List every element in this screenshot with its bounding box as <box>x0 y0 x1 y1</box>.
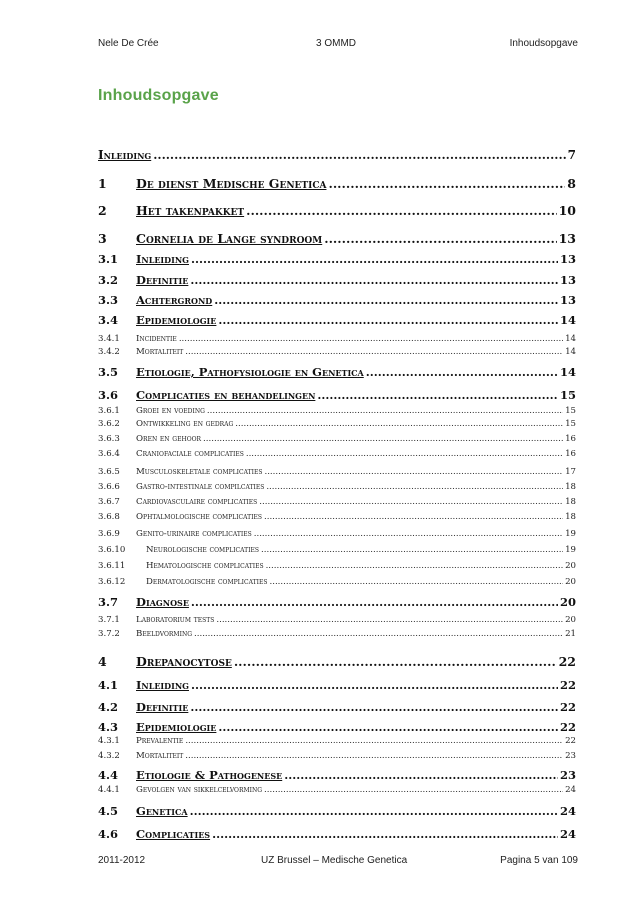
toc-entry-number: 3.6.12 <box>98 577 126 587</box>
toc-leader-dots <box>264 785 563 795</box>
toc-entry-page: 14 <box>565 347 576 357</box>
toc-entry-page: 24 <box>559 804 576 818</box>
toc-leader-dots <box>190 804 558 818</box>
toc-entry-number: 4.6 <box>98 827 119 841</box>
toc-entry-number: 4.5 <box>98 804 119 818</box>
toc-entry[interactable] <box>98 449 576 459</box>
toc-leader-dots <box>254 529 563 539</box>
toc-entry[interactable] <box>98 293 576 307</box>
toc-entry-title: Dermatologische complicaties <box>146 577 268 587</box>
toc-leader-dots <box>264 467 563 477</box>
toc-entry-page: 22 <box>565 736 576 746</box>
toc-leader-dots <box>216 615 563 625</box>
toc-entry-number: 4.4.1 <box>98 785 120 795</box>
toc-leader-dots <box>264 512 563 522</box>
toc-entry-page: 22 <box>559 700 576 714</box>
toc-entry-title: Beeldvorming <box>136 629 192 639</box>
toc-entry[interactable] <box>98 334 576 344</box>
toc-entry[interactable] <box>98 497 576 507</box>
toc-entry-page: 20 <box>565 561 576 571</box>
toc-entry[interactable] <box>98 203 576 218</box>
toc-leader-dots <box>246 449 563 459</box>
toc-entry-page: 16 <box>565 449 576 459</box>
toc-entry-title: Inleiding <box>136 252 189 266</box>
toc-entry-page: 20 <box>565 577 576 587</box>
toc-entry-number: 3.6 <box>98 388 119 402</box>
toc-entry-number: 1 <box>98 176 107 191</box>
toc-leader-dots <box>185 736 563 746</box>
toc-leader-dots <box>203 434 563 444</box>
footer-institution: UZ Brussel – Medische Genetica <box>261 855 408 866</box>
toc-entry-page: 19 <box>565 545 576 555</box>
toc-entry-number: 4.4 <box>98 768 119 782</box>
toc-entry[interactable] <box>98 231 576 246</box>
toc-entry-title: Oren en gehoor <box>136 434 202 444</box>
toc-entry-number: 4.3.2 <box>98 751 120 761</box>
toc-entry[interactable] <box>98 273 576 287</box>
toc-entry-number: 3.6.7 <box>98 497 120 507</box>
toc-entry-page: 24 <box>565 785 576 795</box>
toc-leader-dots <box>191 678 558 692</box>
toc-entry-page: 8 <box>567 176 576 191</box>
toc-entry[interactable] <box>98 419 576 429</box>
toc-entry-title: Mortaliteit <box>136 751 184 761</box>
toc-entry-title: Inleiding <box>136 678 189 692</box>
toc-entry-number: 3.6.2 <box>98 419 120 429</box>
toc-entry-page: 22 <box>559 678 576 692</box>
toc-entry-title: Definitie <box>136 273 189 287</box>
toc-entry[interactable] <box>98 768 576 782</box>
toc-entry[interactable] <box>98 595 576 609</box>
toc-leader-dots <box>218 720 558 734</box>
toc-entry-number: 3.6.11 <box>98 561 126 571</box>
toc-entry-page: 15 <box>559 388 576 402</box>
toc-leader-dots <box>259 497 563 507</box>
toc-entry-number: 3.2 <box>98 273 119 287</box>
footer-year: 2011-2012 <box>98 855 146 866</box>
toc-entry-title: Gevolgen van sikkelcelvorming <box>136 785 263 795</box>
toc-entry-number: 3.6.10 <box>98 545 126 555</box>
toc-entry-title: Cornelia de Lange syndroom <box>136 231 323 246</box>
toc-leader-dots <box>328 176 565 191</box>
toc-entry-title: Genetica <box>136 804 188 818</box>
toc-entry[interactable] <box>98 561 576 571</box>
toc-entry-page: 21 <box>565 629 576 639</box>
toc-entry-title: De dienst Medische Genetica <box>136 176 327 191</box>
toc-entry-title: Laboratorium tests <box>136 615 215 625</box>
toc-entry-number: 3.4 <box>98 313 119 327</box>
toc-entry-page: 23 <box>559 768 576 782</box>
header-author: Nele De Crée <box>98 38 159 49</box>
toc-entry-number: 3.6.6 <box>98 482 120 492</box>
toc-entry-page: 24 <box>559 827 576 841</box>
toc-leader-dots <box>218 313 558 327</box>
toc-entry[interactable] <box>98 176 576 191</box>
toc-entry-title: Complicaties <box>136 827 211 841</box>
toc-entry-number: 2 <box>98 203 107 218</box>
toc-leader-dots <box>191 252 558 266</box>
toc-entry-number: 3.5 <box>98 365 119 379</box>
toc-entry-page: 17 <box>565 467 576 477</box>
toc-leader-dots <box>190 273 558 287</box>
toc-entry-title: Prevalentie <box>136 736 184 746</box>
toc-entry-title: Gastro-intestinale compilcaties <box>136 482 265 492</box>
toc-entry-page: 13 <box>559 293 576 307</box>
toc-entry-number: 3.6.8 <box>98 512 120 522</box>
toc-entry-page: 15 <box>565 406 576 416</box>
toc-entry[interactable] <box>98 529 576 539</box>
toc-entry-page: 18 <box>565 512 576 522</box>
toc-entry-number: 3.6.4 <box>98 449 120 459</box>
toc-entry-page: 14 <box>559 313 576 327</box>
toc-leader-dots <box>266 561 564 571</box>
toc-entry[interactable] <box>98 629 576 639</box>
toc-entry[interactable] <box>98 678 576 692</box>
toc-entry-title: Diagnose <box>136 595 189 609</box>
toc-entry-title: Hematologische complicaties <box>146 561 264 571</box>
toc-entry-number: 4.3 <box>98 720 119 734</box>
toc-leader-dots <box>179 334 563 344</box>
toc-leader-dots <box>212 827 558 841</box>
toc-entry-number: 3.4.2 <box>98 347 120 357</box>
toc-entry-title: Definitie <box>136 700 189 714</box>
toc-leader-dots <box>246 203 556 218</box>
toc-entry-title: Mortaliteit <box>136 347 184 357</box>
toc-leader-dots <box>207 406 563 416</box>
toc-entry-page: 23 <box>565 751 576 761</box>
toc-entry-number: 4.1 <box>98 678 119 692</box>
toc-entry-title: Epidemiologie <box>136 313 217 327</box>
toc-entry-number: 3 <box>98 231 107 246</box>
toc-entry-title: Craniofaciale complicaties <box>136 449 244 459</box>
toc-leader-dots <box>261 545 563 555</box>
toc-entry-page: 14 <box>559 365 576 379</box>
toc-entry[interactable] <box>98 751 576 761</box>
footer-page-number: Pagina 5 van 109 <box>500 855 578 866</box>
toc-leader-dots <box>191 595 558 609</box>
toc-entry-title: Ophtalmologische complicaties <box>136 512 262 522</box>
toc-entry-number: 3.7 <box>98 595 119 609</box>
toc-entry-number: 3.4.1 <box>98 334 120 344</box>
toc-entry-page: 15 <box>565 419 576 429</box>
toc-entry-number: 3.6.9 <box>98 529 120 539</box>
toc-entry-number: 3.3 <box>98 293 119 307</box>
toc-entry-title: Complicaties en behandelingen <box>136 388 316 402</box>
toc-entry-number: 4 <box>98 654 107 669</box>
toc-entry[interactable] <box>98 148 576 162</box>
toc-entry[interactable] <box>98 615 576 625</box>
toc-entry-page: 13 <box>558 231 576 246</box>
toc-entry-number: 3.7.1 <box>98 615 120 625</box>
toc-entry-page: 14 <box>565 334 576 344</box>
toc-leader-dots <box>317 388 558 402</box>
toc-entry[interactable] <box>98 434 576 444</box>
page-title: Inhoudsopgave <box>98 87 219 104</box>
toc-entry-page: 7 <box>567 148 576 162</box>
toc-entry[interactable] <box>98 736 576 746</box>
toc-entry-title: Incidentie <box>136 334 177 344</box>
toc-entry-page: 20 <box>559 595 576 609</box>
toc-entry-number: 3.1 <box>98 252 119 266</box>
toc-leader-dots <box>214 293 558 307</box>
toc-entry[interactable] <box>98 827 576 841</box>
toc-entry[interactable] <box>98 785 576 795</box>
toc-leader-dots <box>266 482 563 492</box>
toc-entry-title: Ontwikkeling en gedrag <box>136 419 234 429</box>
toc-entry[interactable] <box>98 720 576 734</box>
toc-entry-number: 3.6.3 <box>98 434 120 444</box>
toc-leader-dots <box>235 419 563 429</box>
toc-entry-title: Cardiovasculaire complicaties <box>136 497 258 507</box>
toc-entry-page: 13 <box>559 273 576 287</box>
toc-leader-dots <box>185 347 563 357</box>
header-section: Inhoudsopgave <box>509 38 578 49</box>
page-footer <box>98 855 578 869</box>
toc-entry[interactable] <box>98 577 576 587</box>
toc-entry[interactable] <box>98 388 576 402</box>
toc-entry-page: 22 <box>559 720 576 734</box>
toc-leader-dots <box>234 654 557 669</box>
toc-entry-title: Groei en voeding <box>136 406 205 416</box>
toc-entry-page: 18 <box>565 497 576 507</box>
toc-entry[interactable] <box>98 700 576 714</box>
toc-entry-title: Etiologie, Pathofysiologie en Genetica <box>136 365 364 379</box>
toc-entry[interactable] <box>98 313 576 327</box>
toc-leader-dots <box>284 768 558 782</box>
page-header <box>98 38 578 52</box>
toc-entry[interactable] <box>98 545 576 555</box>
toc-entry-title: Drepanocytose <box>136 654 232 669</box>
toc-entry-number: 4.2 <box>98 700 119 714</box>
toc-entry-number: 3.6.5 <box>98 467 120 477</box>
toc-leader-dots <box>324 231 556 246</box>
toc-entry-title: Genito-urinaire complicaties <box>136 529 252 539</box>
toc-entry-page: 18 <box>565 482 576 492</box>
toc-entry[interactable] <box>98 347 576 357</box>
toc-entry-title: Inleiding <box>98 148 152 162</box>
toc-entry[interactable] <box>98 406 576 416</box>
toc-entry-title: Neurologische complicaties <box>146 545 260 555</box>
toc-entry[interactable] <box>98 467 576 477</box>
toc-leader-dots <box>153 148 565 162</box>
toc-entry-page: 13 <box>559 252 576 266</box>
toc-entry-number: 3.7.2 <box>98 629 120 639</box>
header-course: 3 OMMD <box>316 38 356 49</box>
toc-entry-page: 20 <box>565 615 576 625</box>
toc-entry-title: Etiologie & Pathogenese <box>136 768 283 782</box>
toc-entry-number: 3.6.1 <box>98 406 120 416</box>
toc-leader-dots <box>190 700 558 714</box>
toc-entry[interactable] <box>98 482 576 492</box>
toc-leader-dots <box>366 365 558 379</box>
toc-entry-title: Epidemiologie <box>136 720 217 734</box>
toc-entry-title: Musculoskeletale complicaties <box>136 467 263 477</box>
toc-entry[interactable] <box>98 252 576 266</box>
toc-entry-title: Het takenpakket <box>136 203 245 218</box>
toc-entry[interactable] <box>98 365 576 379</box>
toc-entry-page: 16 <box>565 434 576 444</box>
toc-entry-number: 4.3.1 <box>98 736 120 746</box>
toc-entry[interactable] <box>98 512 576 522</box>
toc-leader-dots <box>269 577 563 587</box>
toc-entry-page: 19 <box>565 529 576 539</box>
toc-entry-page: 10 <box>558 203 576 218</box>
toc-entry-page: 22 <box>558 654 576 669</box>
toc-entry[interactable] <box>98 654 576 669</box>
toc-entry[interactable] <box>98 804 576 818</box>
toc-leader-dots <box>185 751 563 761</box>
toc-leader-dots <box>194 629 563 639</box>
toc-entry-title: Achtergrond <box>136 293 213 307</box>
